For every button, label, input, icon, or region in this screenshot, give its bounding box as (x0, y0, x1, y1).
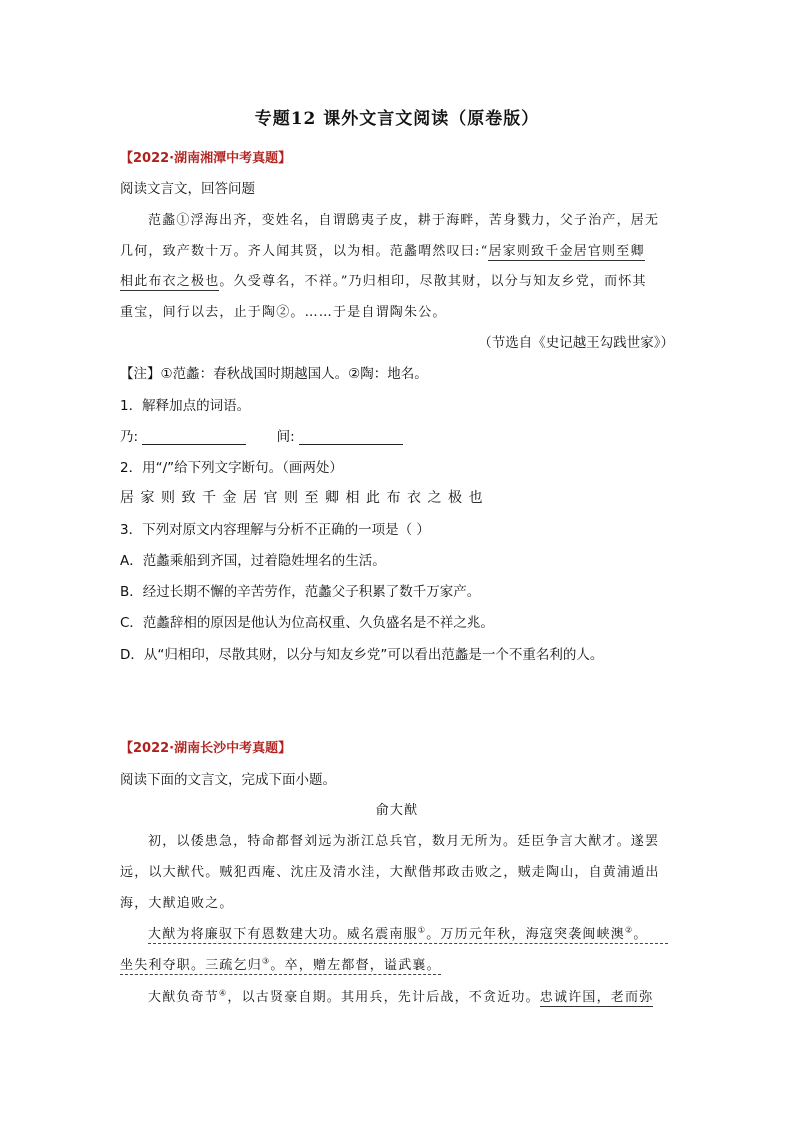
passage-line: 大猷负奇节④，以古贤豪自期。其用兵，先计后战，不贪近功。忠诚许国，老而弥 (148, 988, 654, 1005)
underlined-sentence: 忠诚许国，老而弥 (539, 990, 654, 1005)
source-citation: （节选自《史记越王勾践世家》） (478, 335, 674, 351)
section-tag: 【2022·湖南湘潭中考真题】 (120, 151, 292, 166)
question-2-text: 居家则致千金居官则至卿相此布衣之极也 (120, 490, 489, 506)
underlined-sentence: 居家则致千金居官则至卿 (488, 244, 645, 259)
question-1-blanks: 乃: 间: (120, 425, 429, 445)
underlined-sentence: 相此布衣之极也 (120, 274, 220, 289)
instruction: 阅读文言文，回答问题 (120, 181, 255, 197)
passage-title: 俞大猷 (375, 803, 419, 818)
underlined-passage-line: 大猷为将廉驭下有恩数建大功。威名震南服①。万历元年秋，海寇突袭闽峡澳②。 (148, 923, 668, 944)
question-1: 1．解释加点的词语。 (120, 398, 251, 414)
annotation-note: 【注】①范蠡：春秋战国时期越国人。②陶：地名。 (120, 366, 428, 382)
answer-blank[interactable] (299, 432, 403, 445)
passage-line: 远，以大猷代。贼犯西庵、沈庄及清水洼，大猷偕邦政击败之，贼走陶山，自黄浦遁出 (120, 865, 660, 880)
passage-line: 相此布衣之极也。久受尊名，不祥。”乃归相印，尽散其财，以分与知友乡党，而怀其 (120, 274, 647, 289)
option-b: B．经过长期不懈的辛苦劳作，范蠡父子积累了数千万家产。 (120, 584, 481, 600)
instruction: 阅读下面的文言文，完成下面小题。 (120, 772, 336, 788)
passage-line: 初，以倭患急，特命都督刘远为浙江总兵官，数月无所为。廷臣争言大猷才。遂罢 (148, 834, 660, 849)
passage-line: 重宝，间行以去，止于陶②。……于是自谓陶朱公。 (120, 305, 447, 320)
passage-line: 范蠡①浮海出齐，变姓名，自谓鸱夷子皮，耕于海畔，苦身戮力，父子治产，居无 (148, 213, 660, 228)
passage-line: 海，大猷追败之。 (120, 896, 234, 911)
underlined-passage-line: 坐失利夺职。三疏乞归③。卒，赠左都督，谥武襄。 (120, 954, 441, 975)
question-3: 3．下列对原文内容理解与分析不正确的一项是（ ） (120, 522, 430, 538)
question-2: 2．用“/”给下列文字断句。（画两处） (120, 460, 343, 476)
section-tag: 【2022·湖南长沙中考真题】 (120, 741, 292, 756)
page-title: 专题12 课外文言文阅读（原卷版） (254, 109, 540, 129)
option-c: C．范蠡辞相的原因是他认为位高权重、久负盛名是不祥之兆。 (120, 615, 494, 631)
option-a: A．范蠡乘船到齐国，过着隐姓埋名的生活。 (120, 553, 386, 569)
answer-blank[interactable] (142, 432, 246, 445)
passage-line: 几何，致产数十万。齐人闻其贤，以为相。范蠡喟然叹曰:“居家则致千金居官则至卿 (120, 244, 645, 259)
option-d: D．从“归相印，尽散其财，以分与知友乡党”可以看出范蠡是一个不重名利的人。 (120, 647, 604, 663)
